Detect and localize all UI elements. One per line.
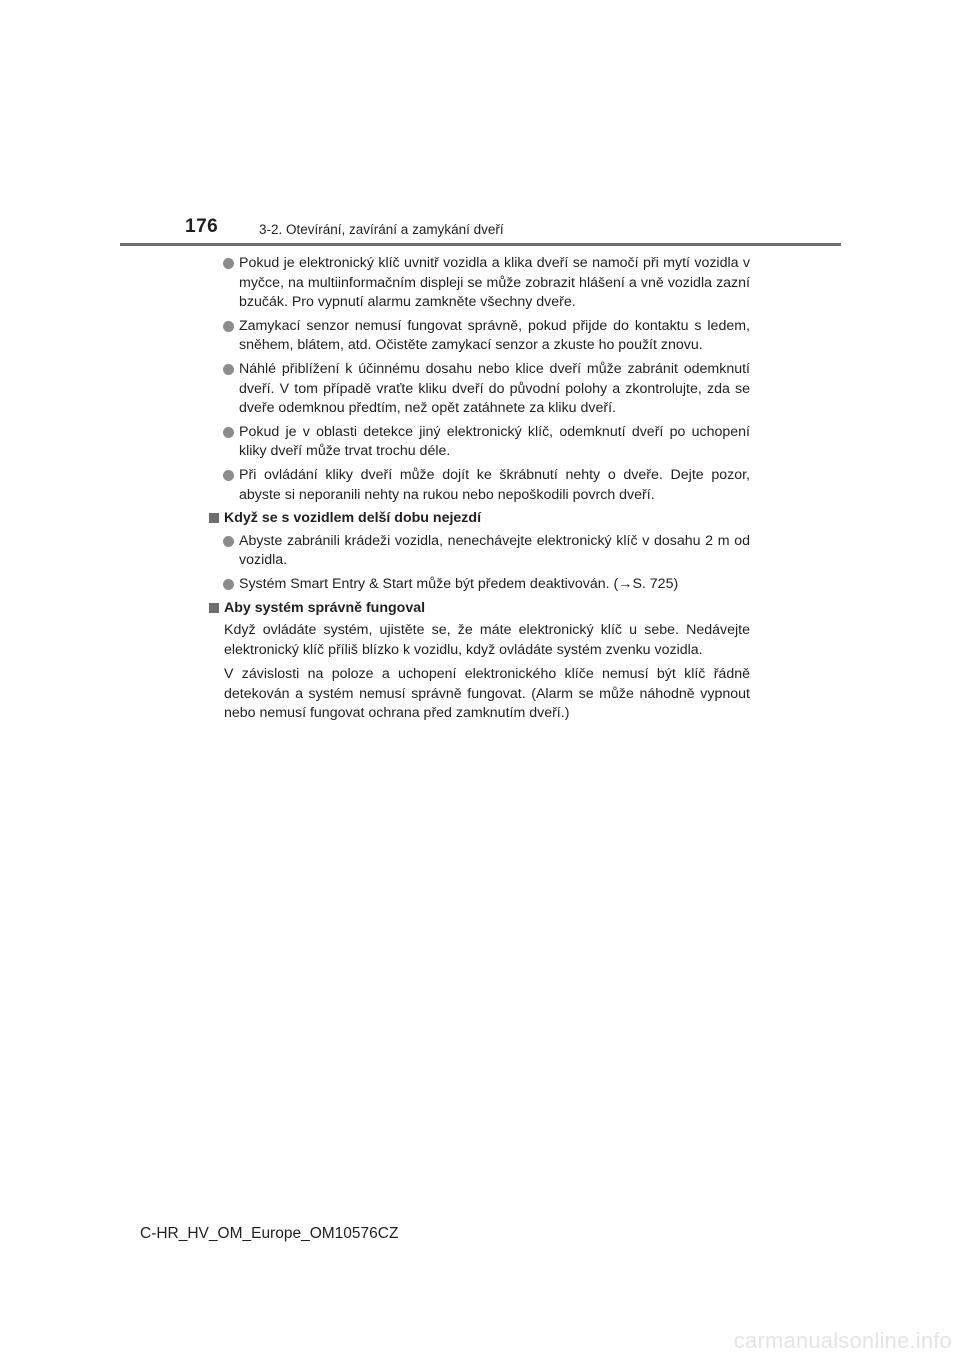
section-heading-storage: [208, 509, 750, 529]
bullet-item: [208, 317, 750, 356]
bullet-item: [208, 532, 750, 571]
bullet-dot-icon: [223, 364, 234, 375]
section-heading-text: Když se s vozidlem delší dobu nejezdí: [224, 510, 482, 527]
header-rule: [120, 243, 841, 246]
bullet-text: Zamykací senzor nemusí fungovat správně, pokud přijde do kontaktu s ledem, sněhem, blátem, atd. Očistěte zamykací senzor a zkuste ho použít znovu.: [239, 317, 750, 354]
page-content: [208, 254, 750, 729]
bullet-dot-icon: [223, 258, 234, 269]
bullet-text: Systém Smart Entry & Start může být předem deaktivován. (→S. 725): [239, 575, 679, 592]
paragraph: V závislosti na poloze a uchopení elektronického klíče nemusí být klíč řádně detekován a systém nemusí správně fungovat. (Alarm se může náhodně vypnout nebo nemusí fungovat ochrana před zamknutím dveří.): [224, 666, 750, 722]
bullet-dot-icon: [223, 321, 234, 332]
bullet-text: Abyste zabránili krádeži vozidla, nenechávejte elektronický klíč v dosahu 2 m od vozidla.: [239, 532, 750, 569]
section-title: 3-2. Otevírání, zavírání a zamykání dveří: [259, 222, 504, 237]
section-heading-text: Aby systém správně fungoval: [224, 599, 426, 616]
bullet-text: Pokud je v oblasti detekce jiný elektronický klíč, odemknutí dveří po uchopení kliky dveří může trvat trochu déle.: [239, 423, 750, 460]
bullet-dot-icon: [223, 470, 234, 481]
bullet-item: [208, 423, 750, 462]
page-number: 176: [185, 216, 219, 237]
bullet-item: [208, 254, 750, 313]
bullet-item: [208, 360, 750, 419]
bullet-dot-icon: [223, 579, 234, 590]
section-heading-operation: [208, 599, 750, 619]
bullet-text: Pokud je elektronický klíč uvnitř vozidla a klika dveří se namočí při mytí vozidla v myčce, na multiinformačním displeji se může zobrazit hlášení a vně vozidla zazní bzučák. Pro vypnutí alarmu zamkněte všechny dveře.: [239, 255, 750, 311]
bullet-dot-icon: [223, 536, 234, 547]
paragraph: Když ovládáte systém, ujistěte se, že máte elektronický klíč u sebe. Nedávejte elektronický klíč příliš blízko k vozidlu, když ovládáte systém zvenku vozidla.: [224, 622, 750, 658]
bullet-dot-icon: [223, 427, 234, 438]
document-code: C-HR_HV_OM_Europe_OM10576CZ: [140, 1225, 399, 1242]
bullet-item: [208, 575, 750, 595]
watermark-text: carmanualsonline.info: [733, 1328, 952, 1353]
square-bullet-icon: [209, 513, 219, 523]
bullet-text: Náhlé přiblížení k účinnému dosahu nebo klice dveří může zabránit odemknutí dveří. V tom případě vraťte kliku dveří do původní polohy a zkontrolujte, zda se dveře odemknou předtím, než opět zatáhnete za kliku dveří.: [239, 360, 750, 417]
page-header: [0, 0, 960, 250]
bullet-item: [208, 466, 750, 505]
square-bullet-icon: [209, 603, 219, 613]
bullet-text: Při ovládání kliky dveří může dojít ke škrábnutí nehty o dveře. Dejte pozor, abyste si neporanili nehty na rukou nebo nepoškodili povrch dveří.: [239, 466, 750, 503]
